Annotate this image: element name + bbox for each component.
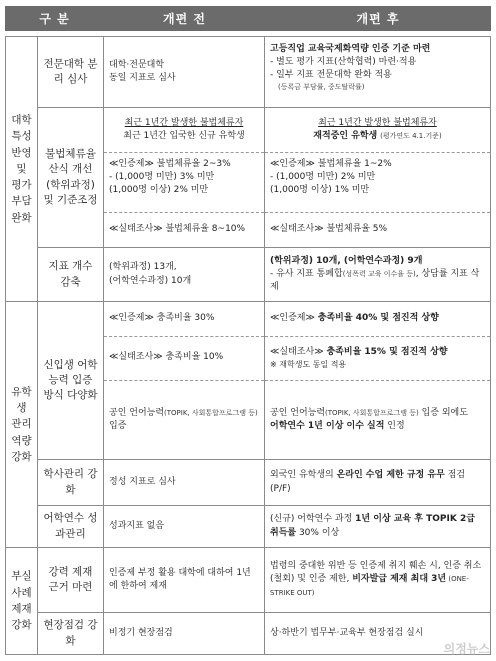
before-cell: (학위과정) 13개, (어학연수과정) 10개 [104,248,265,302]
divider [104,212,264,213]
before-cell: 대학·전문대학 동일 지표로 심사 [104,36,265,108]
after-cell: 법령의 중대한 위반 등 인증제 취지 훼손 시, 인증 취소(철회) 및 인증 제한, 비자발급 제재 최대 3년 (ONE-STRIKE OUT) [265,548,491,613]
row-label: 신입생 어학 능력 입증 방식 다양화 [38,302,104,460]
category-1 [5,36,38,302]
divider [104,380,264,381]
divider [265,152,490,153]
divider [104,336,264,337]
after-cell: (학위과정) 10개, (어학연수과정) 9개 - 유사 지표 통폐합(성폭력 교육 이수율 등), 상담률 지표 삭제 [265,248,491,302]
category-3: 부실 사례 제재 강화 [5,548,38,655]
header-category: 구 분 [5,6,105,31]
after-cell: 상·하반기 법무부·교육부 현장점검 실시 [265,613,491,655]
after-cell: 최근 1년간 발생한 불법체류자 재적중인 유학생 (평가연도 4.1.기준) ≪인증제≫ 불법체류율 1~2% - (1,000명 미만) 2% 미만 (1,000명 이상) 1% 미만 ≪실태조사≫ 불법체류율 5% [265,108,491,248]
category-1-label: 대학 특성 반영 및 평가 부담 완화 [11,114,32,224]
before-cell: 인증제 부정 활용 대학에 대하여 1년에 한하여 제재 [104,548,265,613]
row-label: 불법체류율 산식 개선 (학위과정) 및 기준조정 [38,108,104,248]
before-cell: ≪인증제≫ 충족비율 30% ≪실태조사≫ 충족비율 10% 공인 언어능력(TOPIK, 사회통합프로그램 등) 입증 [104,302,265,460]
before-cell: 비정기 현장점검 [104,613,265,655]
header-before: 개편 전 [104,6,266,31]
before-cell: 성과지표 없음 [104,506,265,548]
formula-after: 최근 1년간 발생한 불법체류자 재적중인 유학생 (평가연도 4.1.기준) [313,117,442,141]
after-cell: 고등직업 교육국제화역량 인증 기준 마련 - 별도 평가 지표(산학협력) 마련·적용 - 일부 지표 전문대학 완화 적용 (등록금 부담률, 중도탈락률) [265,36,491,108]
after-cell: 외국인 유학생의 온라인 수업 제한 규정 유무 점검(P/F) [265,460,491,506]
header-after: 개편 후 [265,6,491,31]
row-label: 학사관리 강화 [38,460,104,506]
row-label: 어학연수 성과관리 [38,506,104,548]
row-label: 현장점검 강화 [38,613,104,655]
before-cell: 최근 1년간 발생한 불법체류자 최근 1년간 입국한 신규 유학생 ≪인증제≫ 불법체류율 2~3% - (1,000명 미만) 3% 미만 (1,000명 이상) 2% 미만 ≪실태조사≫ 불법체류율 8~10% [104,108,265,248]
divider [265,380,490,381]
formula-before: 최근 1년간 발생한 불법체류자 최근 1년간 입국한 신규 유학생 [123,117,245,141]
divider [265,212,490,213]
after-cell: ≪인증제≫ 충족비율 40% 및 점진적 상향 ≪실태조사≫ 충족비율 15% 및 점진적 상향 ※ 재학생도 동일 적용 공인 언어능력(TOPIK, 사회통합프로그램 등) 입증 외에도 어학연수 1년 이상 이수 실적 인정 [265,302,491,460]
divider [265,336,490,337]
after-cell: (신규) 어학연수 과정 1년 이상 교육 후 TOPIK 2급 취득률 30% 이상 [265,506,491,548]
before-cell: 정성 지표로 심사 [104,460,265,506]
watermark: 의정뉴스 [443,642,490,656]
row-label: 지표 개수 감축 [38,248,104,302]
row-label: 전문대학 분리 심사 [38,36,104,108]
category-2: 유학생 관리역량 강화 [5,302,38,548]
row-label: 강력 제재 근거 마련 [38,548,104,613]
divider [104,152,264,153]
